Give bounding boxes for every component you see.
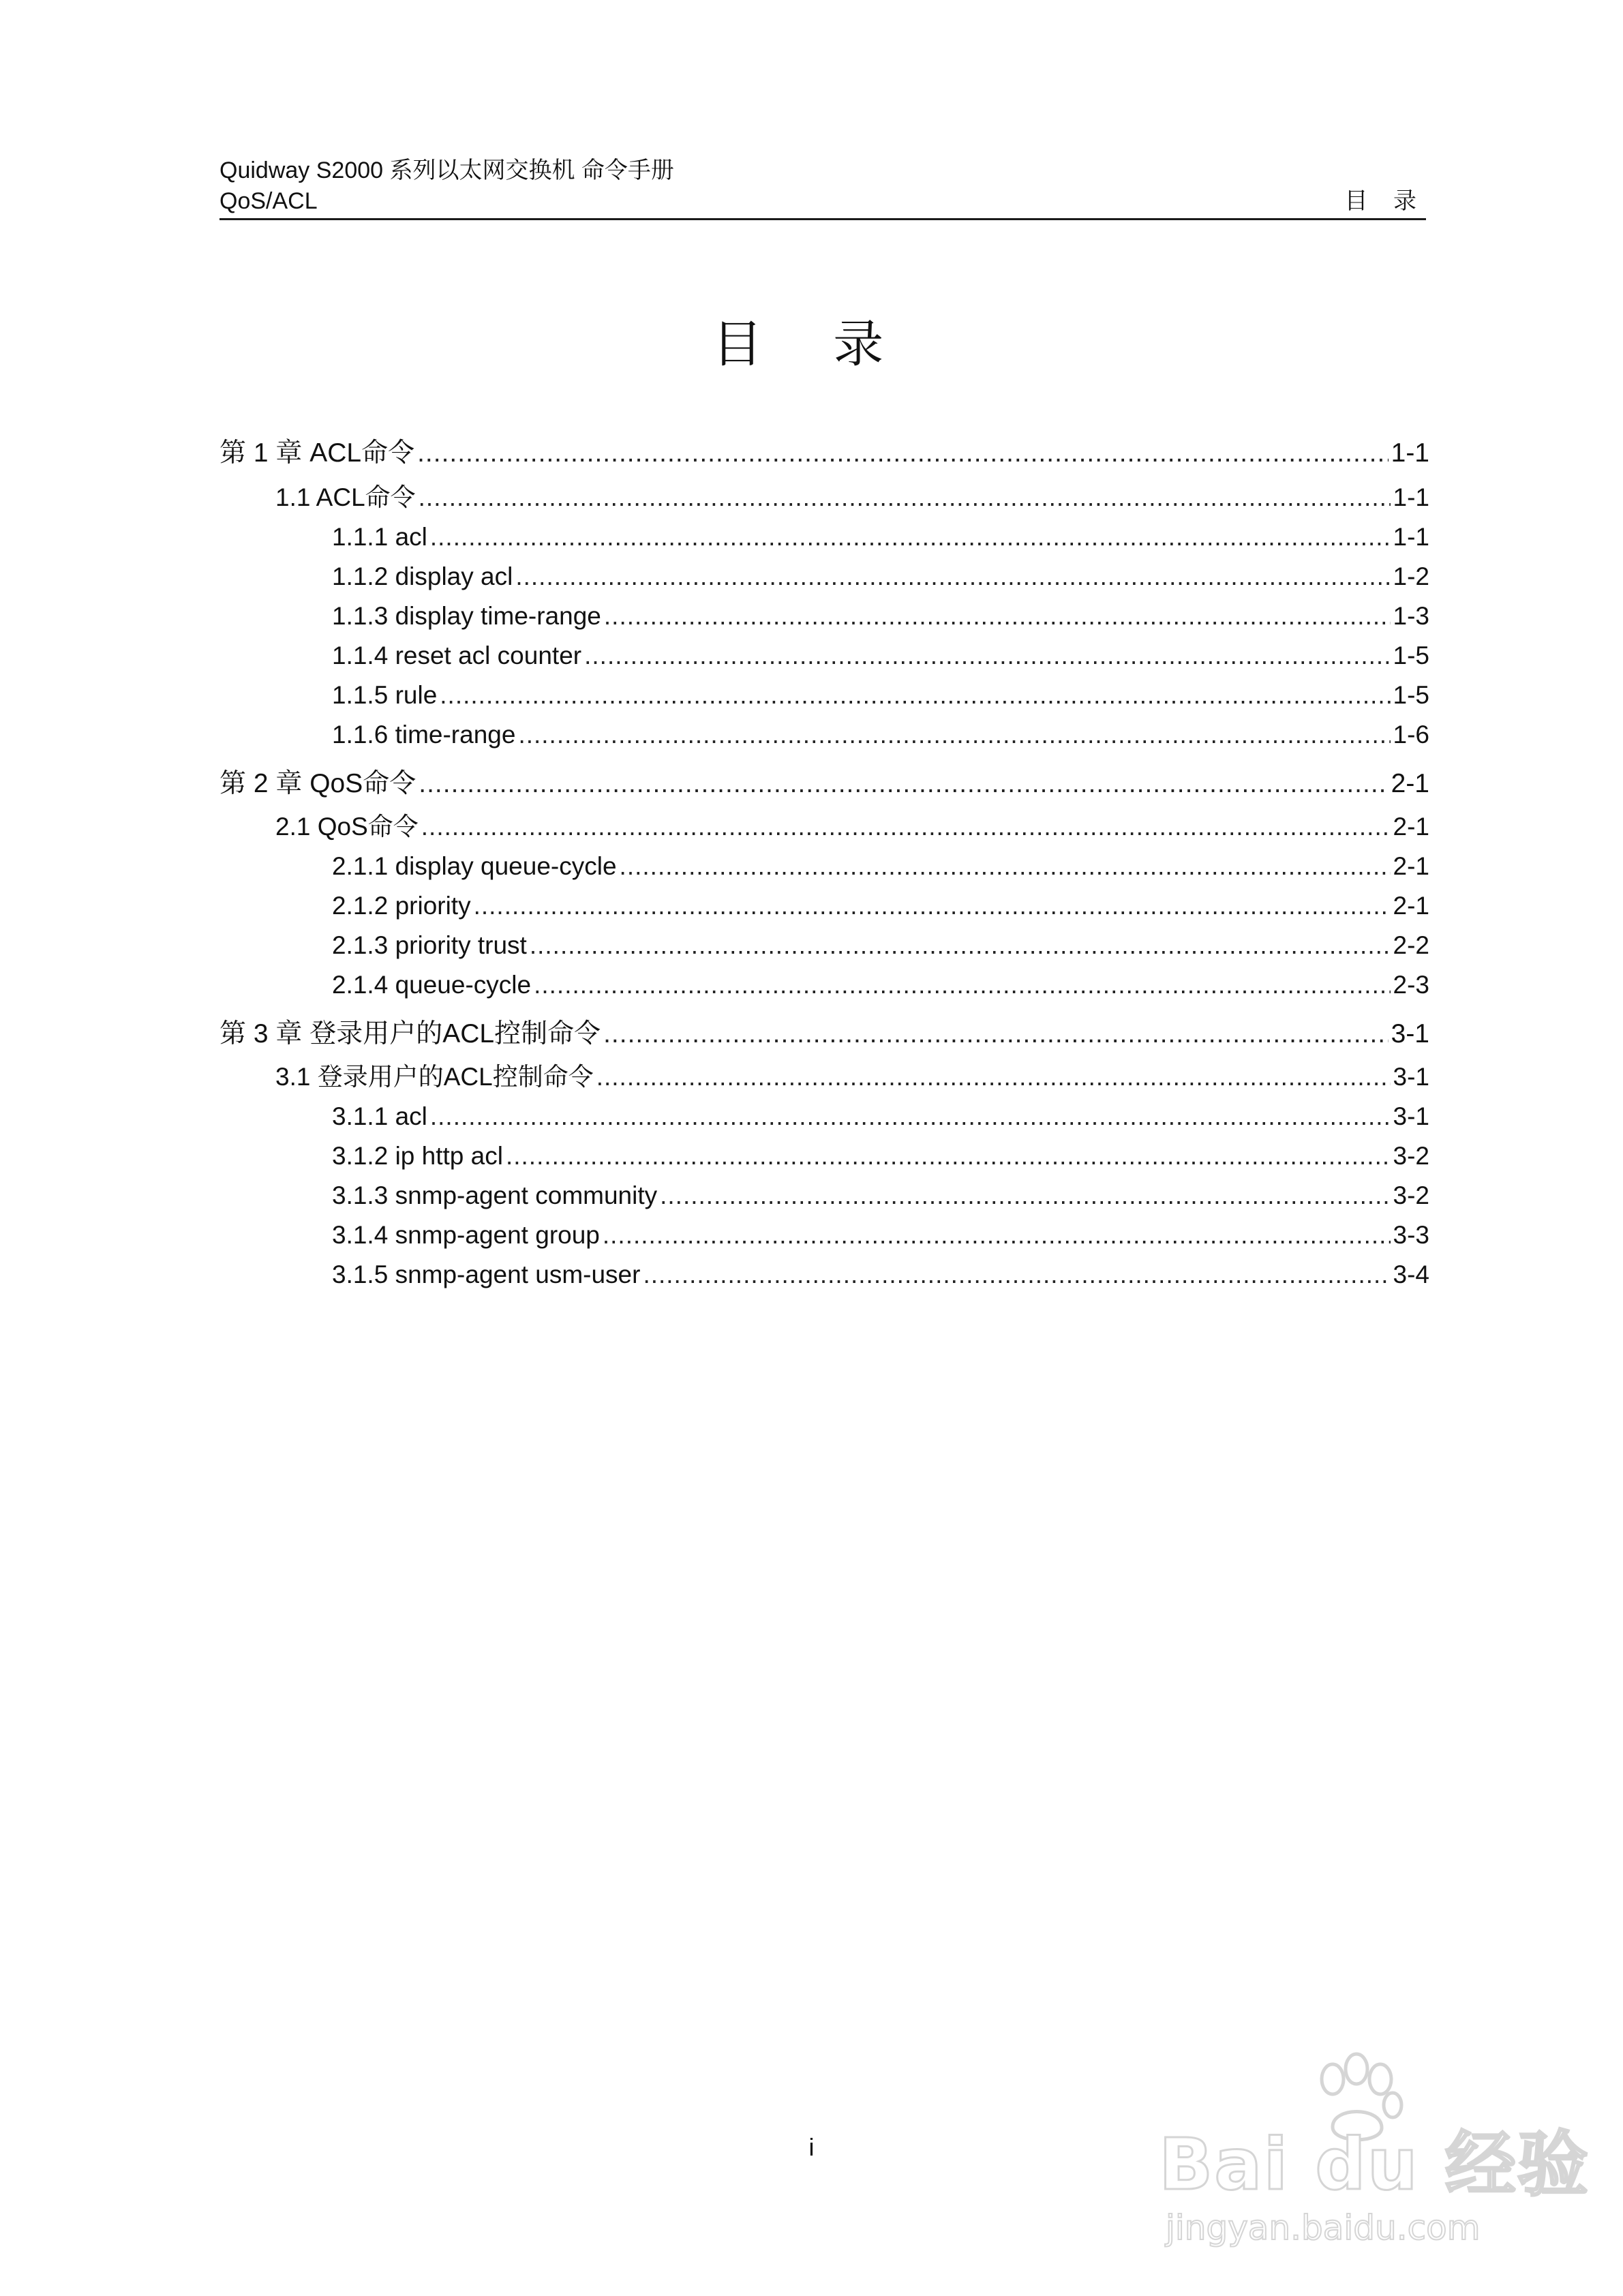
toc-entry-sub[interactable] xyxy=(332,520,1429,554)
toc-entry-sub[interactable] xyxy=(332,678,1429,712)
toc-entry-label: 1.1.3 display time-range xyxy=(332,602,601,630)
toc-entry-page: 1-1 xyxy=(1393,523,1429,551)
toc-entry-page: 1-5 xyxy=(1393,681,1429,709)
watermark-url: jingyan.baidu.com xyxy=(1166,2208,1481,2248)
dot-leader xyxy=(596,1060,1391,1094)
toc-entry-page: 1-6 xyxy=(1393,721,1429,749)
toc-entry-sub[interactable] xyxy=(332,718,1429,752)
baidu-jingyan-watermark xyxy=(1152,2052,1590,2250)
toc-entry-label: 1.1 ACL命令 xyxy=(275,483,416,511)
dot-leader xyxy=(620,849,1391,883)
toc-entry-sub[interactable] xyxy=(332,1258,1429,1292)
dot-leader xyxy=(421,810,1391,844)
toc-entry-page: 3-3 xyxy=(1393,1221,1429,1249)
toc-entry-label: 第 1 章 ACL命令 xyxy=(219,438,415,468)
toc-entry-section[interactable] xyxy=(275,810,1429,844)
toc-entry-page: 1-1 xyxy=(1393,483,1429,511)
toc-entry-label: 3.1.3 snmp-agent community xyxy=(332,1181,658,1209)
toc-entry-sub[interactable] xyxy=(332,1218,1429,1252)
toc-entry-page: 3-1 xyxy=(1391,1019,1429,1048)
dot-leader xyxy=(417,436,1389,470)
toc-entry-label: 3.1 登录用户的ACL控制命令 xyxy=(275,1063,594,1091)
toc-entry-label: 2.1.2 priority xyxy=(332,892,471,920)
toc-heading: 目 录 xyxy=(712,315,911,374)
toc-entry-page: 2-1 xyxy=(1393,852,1429,880)
toc-entry-label: 2.1 QoS命令 xyxy=(275,813,419,841)
toc-entry-chapter[interactable] xyxy=(219,767,1429,801)
dot-leader xyxy=(440,678,1390,712)
toc-entry-page: 1-3 xyxy=(1393,602,1429,630)
toc-entry-page: 3-2 xyxy=(1393,1142,1429,1170)
toc-entry-page: 3-1 xyxy=(1393,1102,1429,1130)
toc-entry-label: 第 2 章 QoS命令 xyxy=(219,769,416,798)
dot-leader xyxy=(515,560,1390,594)
dot-leader xyxy=(430,520,1391,554)
toc-entry-label: 2.1.4 queue-cycle xyxy=(332,971,532,999)
toc-entry-label: 1.1.1 acl xyxy=(332,523,427,551)
toc-entry-sub[interactable] xyxy=(332,968,1429,1002)
toc-entry-sub[interactable] xyxy=(332,1139,1429,1173)
dot-leader xyxy=(430,1100,1391,1134)
dot-leader xyxy=(604,599,1391,633)
toc-entry-page: 1-5 xyxy=(1393,641,1429,669)
toc-entry-sub[interactable] xyxy=(332,560,1429,594)
toc-entry-page: 2-1 xyxy=(1393,892,1429,920)
toc-entry-sub[interactable] xyxy=(332,928,1429,963)
dot-leader xyxy=(419,767,1388,801)
toc-entry-page: 3-2 xyxy=(1393,1181,1429,1209)
toc-entry-page: 2-3 xyxy=(1393,971,1429,999)
toc-entry-sub[interactable] xyxy=(332,849,1429,883)
document-title: Quidway S2000 系列以太网交换机 命令手册 xyxy=(219,157,674,183)
toc-entry-page: 2-1 xyxy=(1393,813,1429,841)
dot-leader xyxy=(603,1017,1389,1051)
toc-entry-label: 3.1.2 ip http acl xyxy=(332,1142,503,1170)
toc-entry-page: 2-1 xyxy=(1391,769,1429,798)
watermark-brand: Bai du 经验 xyxy=(1159,2123,1590,2206)
toc-entry-label: 1.1.6 time-range xyxy=(332,721,516,749)
dot-leader xyxy=(518,718,1390,752)
toc-entry-label: 3.1.1 acl xyxy=(332,1102,427,1130)
toc-entry-label: 3.1.4 snmp-agent group xyxy=(332,1221,600,1249)
dot-leader xyxy=(474,889,1391,923)
toc-entry-chapter[interactable] xyxy=(219,436,1429,470)
toc-entry-label: 2.1.1 display queue-cycle xyxy=(332,852,617,880)
dot-leader xyxy=(660,1179,1390,1213)
toc-entry-label: 3.1.5 snmp-agent usm-user xyxy=(332,1260,641,1288)
toc-entry-label: 第 3 章 登录用户的ACL控制命令 xyxy=(219,1019,601,1048)
toc-entry-section[interactable] xyxy=(275,1060,1429,1094)
toc-entry-sub[interactable] xyxy=(332,1100,1429,1134)
dot-leader xyxy=(643,1258,1390,1292)
toc-entry-label: 1.1.2 display acl xyxy=(332,562,513,590)
dot-leader xyxy=(534,968,1390,1002)
toc-entry-label: 2.1.3 priority trust xyxy=(332,931,527,959)
toc-entry-page: 1-2 xyxy=(1393,562,1429,590)
section-label: 目 录 xyxy=(1344,188,1426,214)
toc-entry-label: 1.1.4 reset acl counter xyxy=(332,641,582,669)
toc-entry-sub[interactable] xyxy=(332,599,1429,633)
toc-entry-page: 3-1 xyxy=(1393,1063,1429,1091)
dot-leader xyxy=(530,928,1391,963)
dot-leader xyxy=(584,639,1390,673)
toc-entry-page: 1-1 xyxy=(1391,438,1429,468)
module-name: QoS/ACL xyxy=(219,188,318,214)
dot-leader xyxy=(506,1139,1391,1173)
dot-leader xyxy=(419,481,1391,515)
toc-entry-page: 2-2 xyxy=(1393,931,1429,959)
toc-entry-sub[interactable] xyxy=(332,1179,1429,1213)
page-number: i xyxy=(808,2133,815,2161)
toc-entry-chapter[interactable] xyxy=(219,1017,1429,1051)
toc-entry-section[interactable] xyxy=(275,481,1429,515)
dot-leader xyxy=(603,1218,1391,1252)
toc-entry-sub[interactable] xyxy=(332,639,1429,673)
toc-entry-page: 3-4 xyxy=(1393,1260,1429,1288)
toc-entry-sub[interactable] xyxy=(332,889,1429,923)
toc-entry-label: 1.1.5 rule xyxy=(332,681,438,709)
page-header xyxy=(219,155,1426,220)
